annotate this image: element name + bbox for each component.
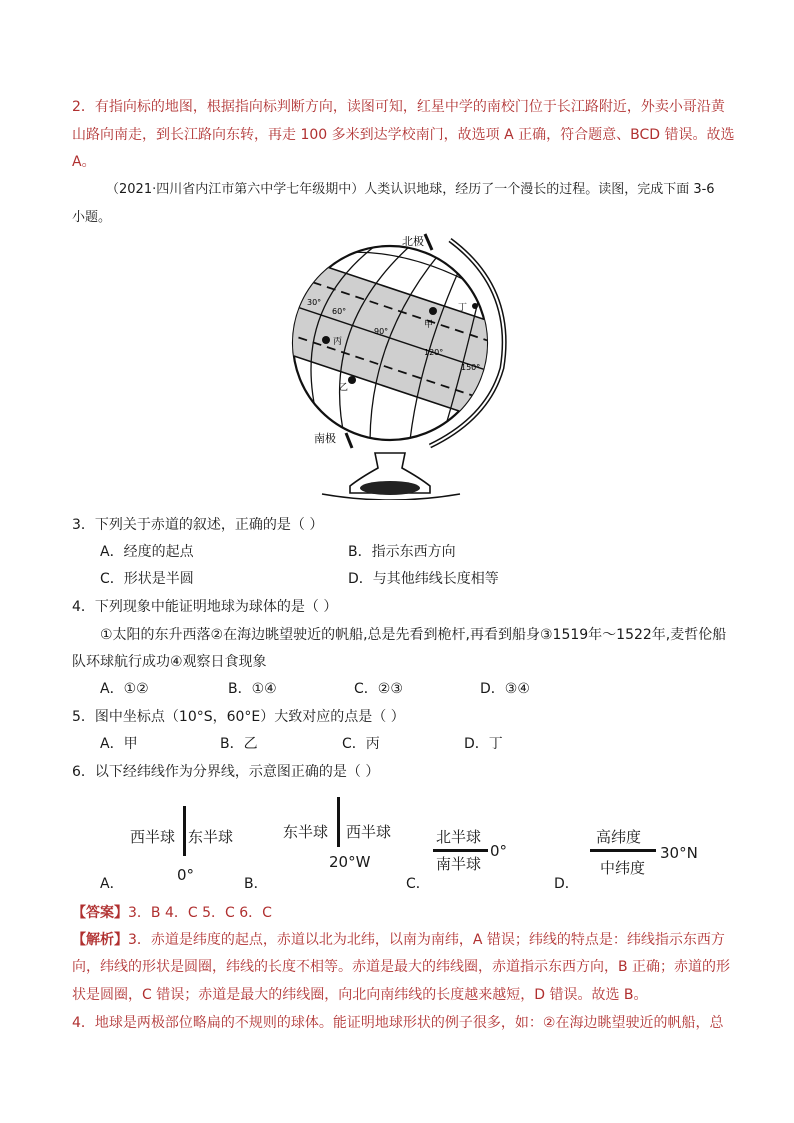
- q6c-value: 0°: [490, 842, 508, 860]
- q6-option-d: D．: [554, 876, 579, 892]
- q6c-top-label: 北半球: [436, 828, 482, 846]
- q6-option-a: A．: [100, 876, 124, 892]
- point-jia: [429, 307, 437, 315]
- q4-desc-1: ①太阳的东升西落②在海边眺望驶近的帆船,总是先看到桅杆,再看到船身③1519年～1522年,麦哲伦船: [100, 627, 727, 643]
- q4-desc-2: 队环球航行成功④观察日食现象: [72, 654, 267, 670]
- q5-option-b: B．乙: [220, 736, 258, 752]
- point-yi: [348, 376, 356, 384]
- q5-option-d: D．丁: [464, 736, 503, 752]
- answer-text: 3．B 4．C 5．C 6．C: [128, 905, 272, 921]
- q5-option-c: C．丙: [342, 736, 380, 752]
- analysis-line-4: 4．地球是两极部位略扁的不规则的球体。能证明地球形状的例子很多，如：②在海边眺望驶近的帆船，总: [72, 1015, 724, 1031]
- q5-stem: 5．图中坐标点（10°S，60°E）大致对应的点是（ ）: [72, 709, 405, 725]
- stem-line-2: 小题。: [72, 210, 112, 225]
- q6d-value: 30°N: [660, 844, 698, 862]
- q6c-bottom-label: 南半球: [436, 855, 482, 873]
- q4-option-a: A．①②: [100, 681, 149, 697]
- answer-tag: 【答案】: [72, 905, 128, 921]
- point-jia-label: 甲: [424, 320, 434, 330]
- q3-option-a: A．经度的起点: [100, 544, 194, 560]
- analysis-line-3: 状是圆圈，C 错误；赤道是最大的纬线圈，向北向南纬线的长度越来越短，D 错误。故选 B。: [72, 987, 648, 1003]
- q6c-divider: [433, 849, 488, 852]
- q4-option-c: C．②③: [354, 681, 403, 697]
- stem-line-1: （2021·四川省内江市第六中学七年级期中）人类认识地球，经历了一个漫长的过程。读图，完成下面 3-6: [106, 182, 715, 197]
- intro-line-3: A。: [72, 154, 96, 170]
- q6b-left-label: 东半球: [283, 823, 329, 841]
- q6d-bottom-label: 中纬度: [600, 859, 646, 877]
- q6-option-b: B．: [244, 876, 268, 892]
- analysis-line-2: 向，纬线的形状是圆圈，纬线的长度不相等。赤道是最大的纬线圈，赤道指示东西方向，B 正确；赤道的形: [72, 959, 731, 975]
- q6a-divider: [183, 806, 186, 856]
- intro-line-1: 2．有指向标的地图，根据指向标判断方向，读图可知，红星中学的南校门位于长江路附近，外卖小哥沿黄: [72, 99, 725, 115]
- lon-30-label: 30°: [307, 298, 322, 307]
- lon-120-label: 120°: [424, 348, 444, 357]
- q6d-top-label: 高纬度: [596, 828, 642, 846]
- analysis-text-1: 3．赤道是纬度的起点，赤道以北为北纬，以南为南纬，A 错误；纬线的特点是：纬线指示东西方: [128, 932, 725, 948]
- point-bing: [322, 336, 330, 344]
- q6a-right-label: 东半球: [188, 828, 234, 846]
- q3-option-d: D．与其他纬线长度相等: [348, 571, 499, 587]
- q6b-divider: [337, 797, 340, 847]
- q5-option-a: A．甲: [100, 736, 138, 752]
- point-yi-label: 乙: [339, 383, 349, 393]
- point-bing-label: 丙: [333, 337, 343, 347]
- q6d-divider: [590, 849, 656, 852]
- q6a-left-label: 西半球: [130, 828, 176, 846]
- q6a-value: 0°: [177, 866, 195, 884]
- globe-figure: [280, 228, 510, 500]
- point-ding-label: 丁: [458, 303, 468, 313]
- q4-stem: 4．下列现象中能证明地球为球体的是（ ）: [72, 599, 338, 615]
- q4-option-d: D．③④: [480, 681, 530, 697]
- answer-line: [72, 902, 272, 922]
- q3-option-c: C．形状是半圆: [100, 571, 194, 587]
- point-ding: [472, 303, 478, 309]
- q6b-value: 20°W: [329, 853, 371, 871]
- north-pole-label: 北极: [402, 235, 424, 248]
- q3-option-b: B．指示东西方向: [348, 544, 456, 560]
- south-pole-label: 南极: [314, 432, 336, 445]
- q4-option-b: B．①④: [228, 681, 277, 697]
- q6b-right-label: 西半球: [346, 823, 392, 841]
- q3-stem: 3．下列关于赤道的叙述，正确的是（ ）: [72, 517, 324, 533]
- analysis-tag: 【解析】: [72, 932, 128, 948]
- lon-150-label: 150°: [461, 363, 481, 372]
- intro-line-2: 山路向南走，到长江路向东转，再走 100 多米到达学校南门，故选项 A 正确，符合题意、BCD 错误。故选: [72, 127, 735, 143]
- analysis-line-1: [72, 929, 725, 949]
- q6-stem: 6．以下经纬线作为分界线，示意图正确的是（ ）: [72, 764, 380, 780]
- lon-60-label: 60°: [332, 307, 347, 316]
- q6-option-c: C．: [406, 876, 430, 892]
- lon-90-label: 90°: [374, 327, 389, 336]
